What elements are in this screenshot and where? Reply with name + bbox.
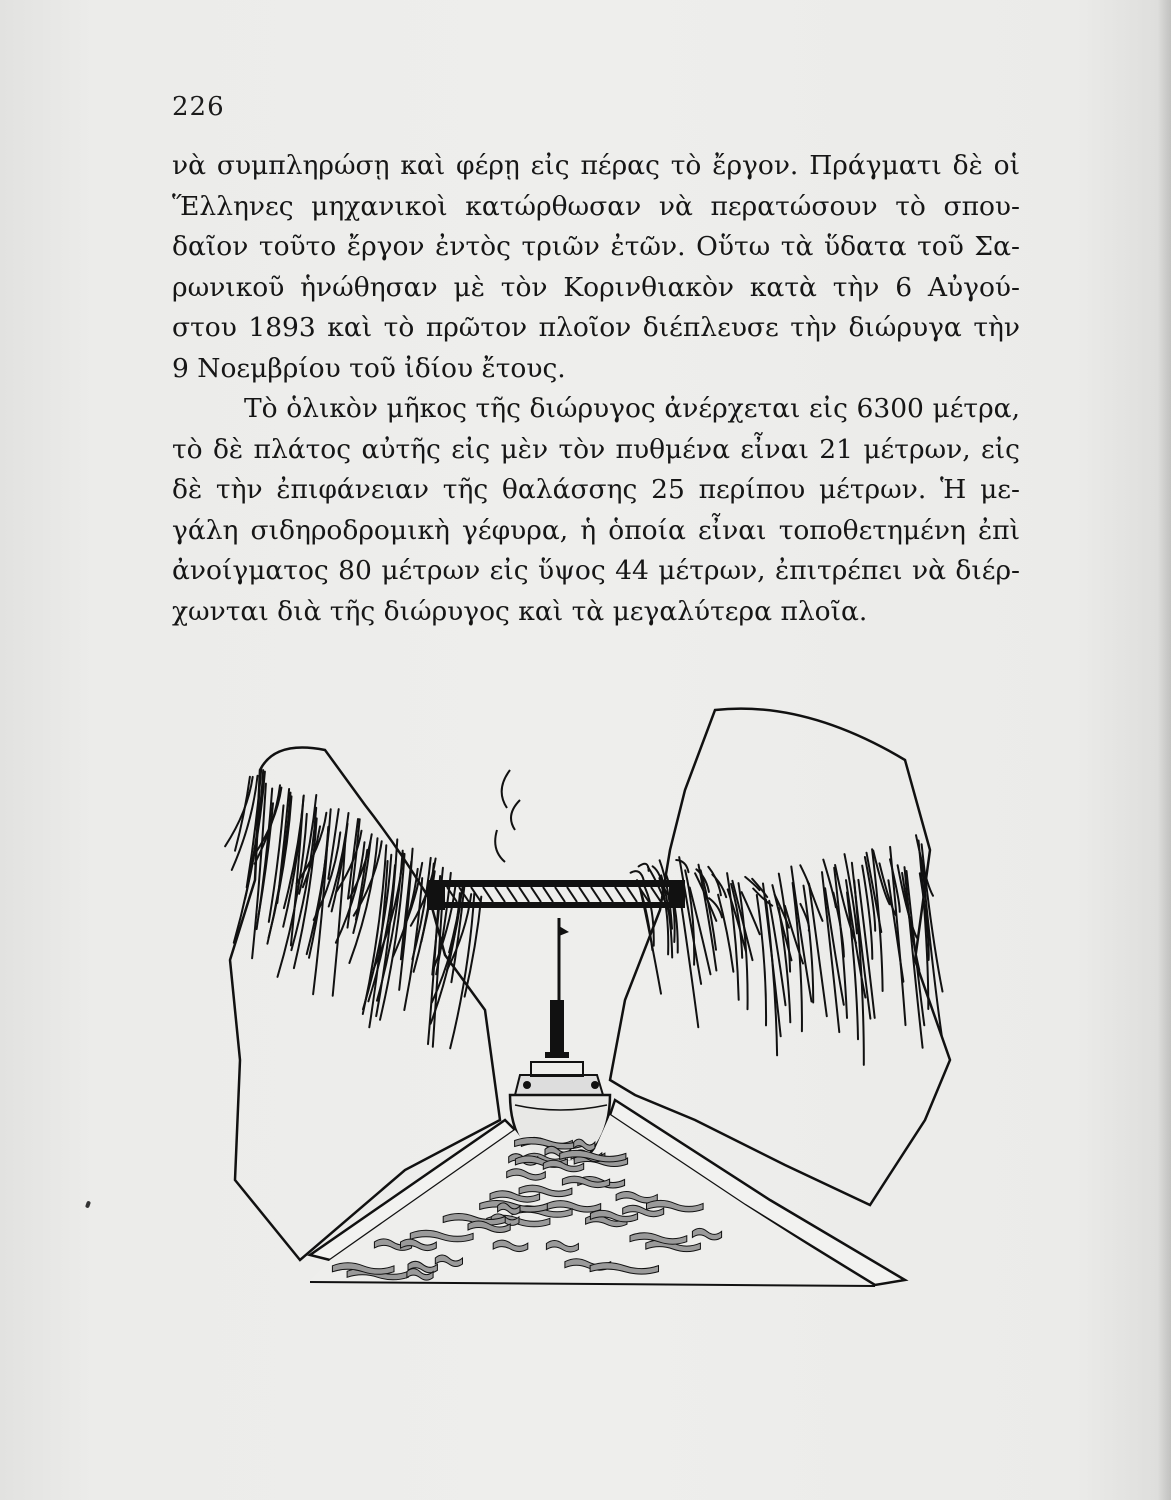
body-text bbox=[172, 146, 1020, 632]
truss-member bbox=[615, 887, 625, 902]
hatch-stroke bbox=[757, 895, 766, 1025]
railway-bridge bbox=[427, 880, 685, 910]
text-line: ρωνικοῦ ἡνώθησαν μὲ τὸν Κορινθιακὸν κατὰ τὴν 6 Αὐγού- bbox=[172, 271, 1020, 303]
truss-member bbox=[591, 887, 601, 902]
text-line: τὸ δὲ πλάτος αὐτῆς εἰς μὲν τὸν πυθμένα εἶναι 21 μέτρων, εἰς bbox=[172, 433, 1020, 465]
right-cliff-hatching bbox=[631, 835, 943, 1065]
text-line: 9 Νοεμβρίου τοῦ ἰδίου ἔτους. bbox=[172, 352, 566, 384]
truss-member bbox=[531, 887, 541, 902]
page-blemish bbox=[85, 1201, 91, 1209]
truss-member bbox=[519, 887, 529, 902]
truss-member bbox=[567, 887, 577, 902]
page-number: 226 bbox=[172, 92, 225, 122]
truss-member bbox=[627, 887, 637, 902]
text-line: δαῖον τοῦτο ἔργον ἐντὸς τριῶν ἐτῶν. Οὕτω τὰ ὕδατα τοῦ Σα- bbox=[172, 231, 1020, 262]
truss-member bbox=[483, 887, 493, 902]
text-line: νὰ συμπληρώσῃ καὶ φέρῃ εἰς πέρας τὸ ἔργον. Πράγματι δὲ οἱ bbox=[172, 150, 1020, 181]
hatch-stroke bbox=[699, 865, 717, 971]
text-line: ἀνοίγματος 80 μέτρων εἰς ὕψος 44 μέτρων, ἐπιτρέπει νὰ διέρ- bbox=[172, 555, 1020, 586]
text-line: στου 1893 καὶ τὸ πρῶτον πλοῖον διέπλευσε τὴν διώρυγα τὴν bbox=[172, 312, 1020, 343]
truss-member bbox=[507, 887, 517, 902]
truss-member bbox=[471, 887, 481, 902]
hatch-stroke bbox=[905, 867, 923, 1048]
steamship bbox=[510, 918, 610, 1162]
corinth-canal-illustration bbox=[215, 700, 965, 1300]
hatch-stroke bbox=[278, 814, 307, 977]
truss-member bbox=[579, 887, 589, 902]
truss-member bbox=[603, 887, 613, 902]
text-line: γάλη σιδηροδρομικὴ γέφυρα, ἡ ὁποία εἶναι τοποθετημένη ἐπὶ bbox=[172, 514, 1020, 546]
truss-member bbox=[543, 887, 553, 902]
text-line: Ἕλληνες μηχανικοὶ κατώρθωσαν νὰ περατώσουν τὸ σπου- bbox=[172, 190, 1020, 222]
truss-member bbox=[495, 887, 505, 902]
text-line: χωνται διὰ τῆς διώρυγος καὶ τὰ μεγαλύτερα πλοῖα. bbox=[172, 595, 868, 627]
ship-smoke bbox=[495, 770, 520, 862]
hatch-stroke bbox=[333, 835, 346, 996]
page-edge-shadow bbox=[1157, 0, 1171, 1500]
paragraph-first-line: Τὸ ὁλικὸν μῆκος τῆς διώρυγος ἀνέρχεται εἰς 6300 μέτρα, bbox=[244, 393, 1020, 424]
text-line: δὲ τὴν ἐπιφάνειαν τῆς θαλάσσης 25 περίπου μέτρων. Ἡ με- bbox=[172, 474, 1020, 505]
truss-member bbox=[555, 887, 565, 902]
